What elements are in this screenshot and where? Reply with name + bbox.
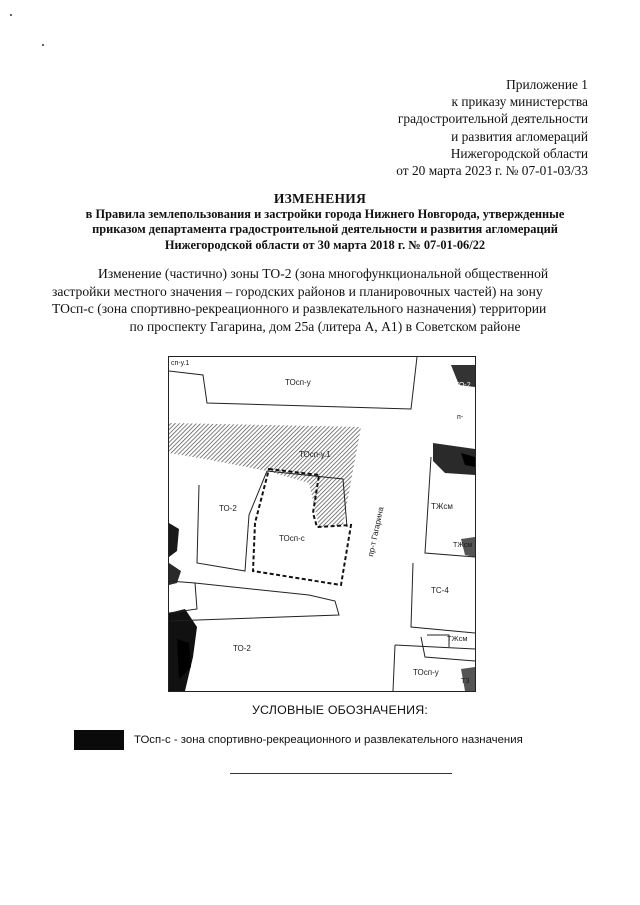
subtitle-line-1: в Правила землепользования и застройки города Нижнего Новгорода, утвержденные — [85, 207, 565, 221]
zoning-map — [168, 356, 476, 692]
label-street-gagarina: пр-т Гагарина — [366, 506, 386, 558]
legend-title: УСЛОВНЫЕ ОБОЗНАЧЕНИЯ: — [251, 703, 429, 717]
appendix-line-3: градостроительной деятельности — [397, 111, 588, 127]
legend-item-text: ТОсп-с - зона спортивно-рекреационного и развлекательного назначения — [134, 734, 523, 746]
label-corner-right: п- — [457, 414, 464, 421]
closing-divider — [230, 773, 452, 774]
appendix-line-1: Приложение 1 — [506, 77, 588, 92]
appendix-line-4: и развития агломераций — [451, 128, 588, 144]
description-line-3: ТОсп-с (зона спортивно-рекреационного и развлекательного назначения) территории — [52, 301, 547, 317]
label-tzhsm-lower: ТЖсм — [447, 634, 468, 643]
label-tosp-s: ТОсп-с — [279, 534, 305, 543]
scan-speck — [10, 14, 12, 16]
scan-speck — [42, 44, 44, 46]
description-line-1: Изменение (частично) зоны ТО-2 (зона многофункциональной общественной — [98, 266, 549, 281]
subtitle-line-3: Нижегородской области от 30 марта 2018 г. № 07-01-06/22 — [164, 237, 486, 252]
label-to2-upper: ТО-2 — [219, 504, 237, 513]
label-to2-lower: ТО-2 — [233, 644, 251, 653]
label-corner-bottom-right: ТЗ — [461, 678, 470, 685]
legend-swatch — [74, 730, 124, 750]
appendix-line-2: к приказу министерства — [451, 94, 588, 110]
description-line-2: застройки местного значения – городских районов и планировочных частей) на зону — [52, 283, 543, 299]
label-tosp-u-top: ТОсп-у — [285, 378, 311, 387]
label-tzhsm-small: ТЖсм — [453, 542, 473, 549]
appendix-block — [288, 76, 588, 179]
dark-area-left — [169, 523, 197, 691]
label-tosp-u-bottom: ТОсп-у — [413, 668, 439, 677]
document-subtitle — [40, 207, 610, 253]
document-title: ИЗМЕНЕНИЯ — [273, 191, 367, 206]
description-line-4: по проспекту Гагарина, дом 25а (литера А, А1) в Советском районе — [129, 318, 521, 334]
change-description — [52, 265, 598, 335]
appendix-line-5: Нижегородской области — [450, 145, 588, 161]
label-tzhsm-upper: ТЖсм — [431, 502, 453, 511]
appendix-line-6: от 20 марта 2023 г. № 07-01-03/33 — [396, 163, 588, 179]
label-tosp-u1: ТОсп-у.1 — [299, 450, 331, 459]
label-ts4: ТС-4 — [431, 586, 449, 595]
label-corner-top-right: ТО-2 — [455, 382, 471, 389]
label-corner-top-left: сп-у.1 — [171, 360, 190, 367]
subtitle-line-2: приказом департамента градостроительной деятельности и развития агломераций — [92, 222, 558, 237]
